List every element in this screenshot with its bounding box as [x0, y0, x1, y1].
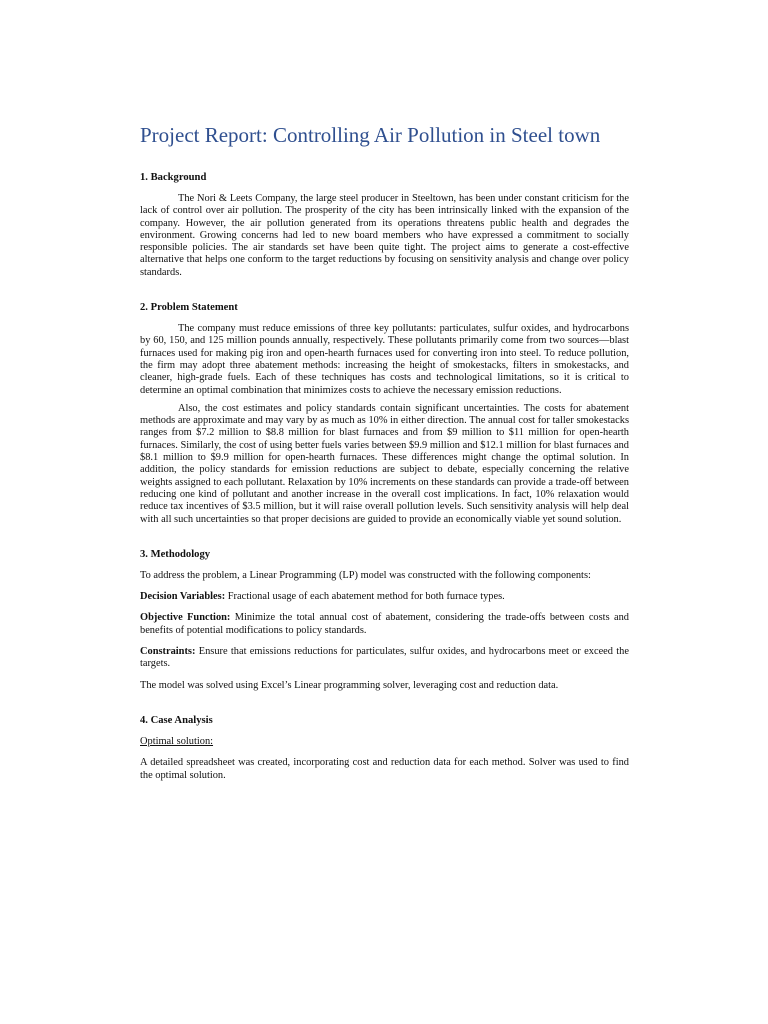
problem-heading: 2. Problem Statement: [140, 302, 238, 314]
objective-function-label: Objective Function:: [140, 612, 231, 624]
background-heading: 1. Background: [140, 172, 207, 183]
background-paragraph: The Nori & Leets Company, the large steel producer in Steeltown, has been under constant criticism for the lack of control over air pollution. The prosperity of the city has been intrinsically linked with the expansion of the company. However, the air pollution generated from its operations threatens public health and degrades the environment. Growing concerns had led to new board members who have expressed a commitment to socially responsible policies. The air standards set have been quite tight. The project aims to generate a cost-effective alternative that helps one conform to the target reductions by focusing on sensitivity analysis and change over policy standards.: [140, 193, 629, 278]
decision-variables-text: Fractional usage of each abatement method for both furnace types.: [225, 591, 505, 603]
problem-paragraph-1: The company must reduce emissions of three key pollutants: particulates, sulfur oxides, and hydrocarbons by 60, 150, and 125 million pounds annually, respectively. These pollutants primarily come from two sources—blast furnaces used for making pig iron and open-hearth furnaces used for converting iron into steel. To reduce pollution, the firm may adopt three abatement methods: increasing the height of smokestacks, filters in smokestacks, and cleaner, high-grade fuels. Each of these techniques has costs and technological limitations, so it is critical to determine an optimal combination that minimizes costs to achieve the necessary emission reductions.: [140, 323, 629, 396]
methodology-heading: 3. Methodology: [140, 548, 211, 560]
constraints-label: Constraints:: [140, 646, 196, 658]
methodology-solved-text: The model was solved using Excel’s Linear programming solver, leveraging cost and reduction data.: [140, 679, 559, 691]
methodology-intro: To address the problem, a Linear Programming (LP) model was constructed with the following components:: [140, 569, 591, 581]
constraints-item: [140, 646, 629, 671]
objective-function-item: [140, 612, 629, 637]
document-body: [140, 120, 629, 788]
case-analysis-paragraph: A detailed spreadsheet was created, incorporating cost and reduction data for each method. Solver was used to find the optimal solution.: [140, 757, 629, 781]
objective-function-text: Minimize the total annual cost of abatement, considering the trade-offs between costs and benefits of potential modifications to policy standards.: [140, 612, 629, 636]
optimal-solution-subheading: Optimal solution:: [140, 735, 214, 747]
problem-paragraph-2: Also, the cost estimates and policy standards contain significant uncertainties. The costs for abatement methods are approximate and may vary by as much as 10% in either direction. The annual cost for taller smokestacks ranges from $7.2 million to $8.8 million for blast furnaces and from $9 million to $11 million for open-hearth furnaces. Similarly, the cost of using better fuels varies between $9.9 million and $12.1 million for blast furnaces and $8.1 million to $9.9 million for open-hearth furnaces. These differences might change the optimal solution. In addition, the policy standards for emission reductions are subject to debate, especially concerning the relative weights assigned to each pollutant. Relaxation by 10% increments on these standards can provide a trade-off between reducing one kind of pollutant and another increase in the overall cost implications. In fact, 10% relaxation would reduce tax incentives of $3.5 million, but it will raise overall pollution levels. Such sensitivity analysis will help deal with all such uncertainties so that proper decisions are guided to provide an economically viable yet sound solution.: [140, 402, 629, 525]
page-title: Project Report: Controlling Air Pollution in Steel town: [140, 123, 601, 147]
constraints-text: Ensure that emissions reductions for particulates, sulfur oxides, and hydrocarbons meet or exceed the targets.: [140, 646, 629, 670]
decision-variables-label: Decision Variables:: [140, 591, 226, 603]
case-analysis-heading: 4. Case Analysis: [140, 714, 213, 726]
decision-variables-item: [140, 591, 629, 603]
